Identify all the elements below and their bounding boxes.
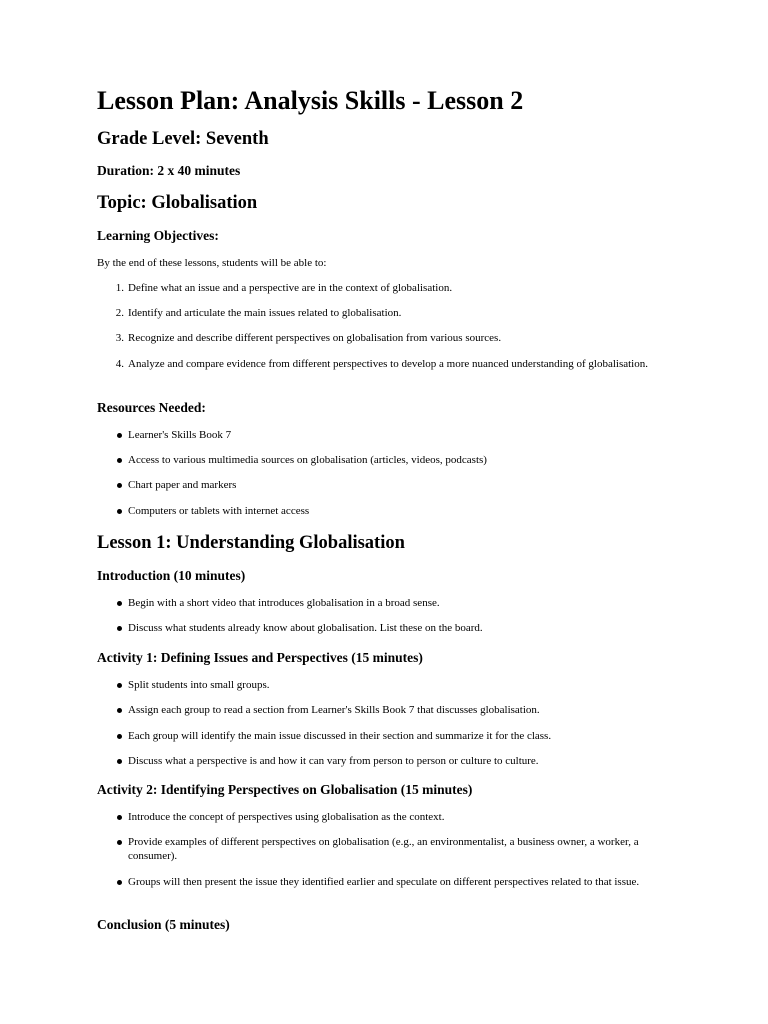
activity1-item [128,703,668,717]
page-title: Lesson Plan: Analysis Skills - Lesson 2 [97,86,524,115]
bullet-icon [117,626,122,631]
activity2-item [128,810,668,824]
objective-item [115,306,668,320]
bullet-icon [117,483,122,488]
bullet-icon [117,880,122,885]
activity2-item-text: Groups will then present the issue they identified earlier and speculate on different perspectives related to that issue. [128,876,640,888]
activity1-heading: Activity 1: Defining Issues and Perspectives (15 minutes) [97,650,423,665]
activity1-item [128,678,668,692]
resource-item-text: Learner's Skills Book 7 [128,429,232,441]
bullet-icon [117,708,122,713]
objective-item [115,331,668,345]
bullet-icon [117,433,122,438]
resource-item [128,504,668,518]
introduction-item [128,621,668,635]
resource-item [128,453,668,467]
activity1-item-text: Split students into small groups. [128,679,270,691]
list-number: 2. [115,307,124,319]
bullet-icon [117,683,122,688]
activity2-item-text: Introduce the concept of perspectives using globalisation as the context. [128,811,445,823]
activity2-item [128,875,668,889]
activity2-item [128,835,668,863]
bullet-icon [117,601,122,606]
objective-item-text: Analyze and compare evidence from different perspectives to develop a more nuanced understanding of globalisation. [128,358,648,370]
activity2-item-text: Provide examples of different perspectives on globalisation (e.g., an environmentalist, a business owner, a worker, a consumer). [128,836,639,862]
activity1-item-text: Assign each group to read a section from Learner's Skills Book 7 that discusses globalisation. [128,704,540,716]
list-number: 1. [115,282,124,294]
resources-heading: Resources Needed: [97,400,206,415]
introduction-item-text: Discuss what students already know about globalisation. List these on the board. [128,622,483,634]
bullet-icon [117,509,122,514]
objective-item-text: Recognize and describe different perspectives on globalisation from various sources. [128,332,502,344]
bullet-icon [117,458,122,463]
activity1-item [128,729,668,743]
bullet-icon [117,734,122,739]
objective-item [115,281,668,295]
objective-item [115,357,668,371]
learning-objectives-heading: Learning Objectives: [97,228,219,243]
resource-item [128,478,668,492]
introduction-item [128,596,668,610]
objective-item-text: Define what an issue and a perspective are in the context of globalisation. [128,282,453,294]
lesson1-heading: Lesson 1: Understanding Globalisation [97,533,405,553]
resource-item-text: Access to various multimedia sources on globalisation (articles, videos, podcasts) [128,454,487,466]
activity1-item-text: Discuss what a perspective is and how it can vary from person to person or culture to culture. [128,755,539,767]
resource-item-text: Computers or tablets with internet access [128,505,310,517]
bullet-icon [117,759,122,764]
bullet-icon [117,815,122,820]
introduction-heading: Introduction (10 minutes) [97,568,246,583]
resource-item [128,428,668,442]
list-number: 3. [115,332,124,344]
introduction-item-text: Begin with a short video that introduces globalisation in a broad sense. [128,597,440,609]
activity2-heading: Activity 2: Identifying Perspectives on Globalisation (15 minutes) [97,782,473,797]
activity1-item-text: Each group will identify the main issue discussed in their section and summarize it for the class. [128,730,552,742]
bullet-icon [117,840,122,845]
grade-level-heading: Grade Level: Seventh [97,129,269,149]
activity1-item [128,754,668,768]
topic-heading: Topic: Globalisation [97,193,258,213]
resource-item-text: Chart paper and markers [128,479,237,491]
conclusion-heading: Conclusion (5 minutes) [97,917,230,932]
list-number: 4. [115,358,124,370]
duration-heading: Duration: 2 x 40 minutes [97,163,241,178]
objective-item-text: Identify and articulate the main issues related to globalisation. [128,307,402,319]
objectives-intro-text: By the end of these lessons, students will be able to: [97,257,327,269]
